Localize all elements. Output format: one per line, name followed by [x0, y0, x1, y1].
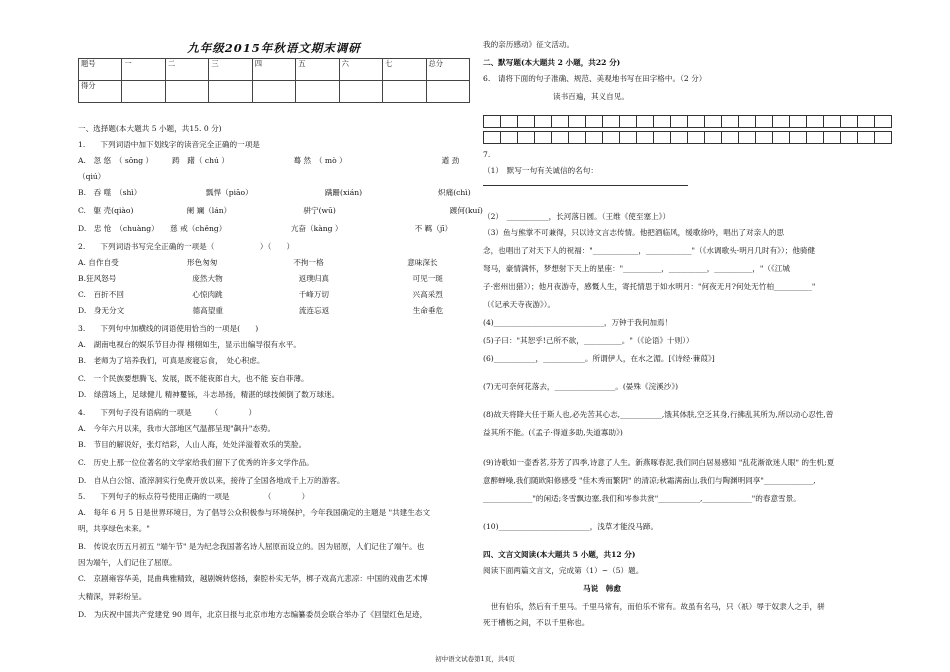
score-cell: [209, 81, 252, 103]
score-cell: 五: [296, 59, 339, 81]
grid-box: [501, 116, 518, 128]
question-line: (6)___________，___________。所谓伊人，在水之湄。[《诗经·蒹葭》]: [483, 354, 715, 363]
question-line: 1. 下列词语中加下划线字的读音完全正确的一项是: [78, 140, 260, 149]
question-line: 二、默写题(本大题共 2 小题，共22 分): [483, 58, 621, 67]
question-line: C. 历史上那一位位著名的文学家给我们留下了优秀的许多文学作品。: [78, 458, 314, 467]
grid-box: [586, 132, 603, 144]
grid-box: [688, 116, 705, 128]
question-line: (9)诗歌如一壶香茗,芬芳了四季,诗意了人生。新燕啄春泥,我们同白居易感知 "乱花渐欲迷人眼" 的生机;夏: [483, 458, 835, 467]
question-line: D. 身无分文 德高望重 流连忘返 生命垂危: [78, 306, 444, 315]
question-line: D. 自从白公馆、渣滓洞实行免费开放以来，接待了全国各地成千上万的游客。: [78, 476, 345, 485]
question-line: D. 绿茵场上，足球健儿 精神矍铄，斗志昂扬，精湛的球技倾倒了数万球迷。: [78, 390, 340, 399]
question-line: B.狂风怒号 庞然大物 返璞归真 可见一斑: [78, 274, 443, 283]
grid-box: [586, 116, 603, 128]
question-line: C. 躯 壳(qiào) 阑 斓（lán） 骈宁(wū) 踱何(kuí): [78, 206, 483, 215]
page-title: 九年级2015年秋语文期末调研: [187, 41, 361, 55]
grid-box: [790, 116, 807, 128]
score-cell: [165, 81, 208, 103]
question-line: 子·密州出猎》）；他月夜游寺，感慨人生，寄托情思于如水明月："何夜无月?何处无竹柏__________": [483, 282, 816, 291]
question-line: 益其所不能。(《孟子·得道多助,失道寡助》): [483, 428, 623, 437]
question-line: 阅读下面两篇文言文，完成第（1）~（5）题。: [483, 566, 644, 575]
score-cell: 得分: [79, 81, 122, 103]
grid-box: [620, 132, 637, 144]
grid-box: [722, 132, 739, 144]
question-line: （3）鱼与熊掌不可兼得，只以诗文言志传情。他把酒临风，缓歌徐吟，唱出了对亲人的思: [483, 228, 784, 237]
grid-box: [569, 116, 586, 128]
writing-grid: [483, 115, 892, 144]
grid-box: [841, 116, 858, 128]
grid-box: [620, 116, 637, 128]
question-line: 一、选择题(本大题共 5 小题，共15. 0 分): [78, 124, 222, 133]
question-line: (4)_____________________________，万钟于我何加焉！: [483, 318, 673, 327]
question-line: 读书百遍，其义自见。: [553, 92, 629, 101]
question-line: 死于槽枥之间，不以千里称也。: [483, 618, 590, 627]
grid-box: [722, 116, 739, 128]
grid-box: [552, 116, 569, 128]
question-line: _____________"的闲适;冬雪飘边塞,我们和岑参共赏"___________,_____________"的春意雪景。: [483, 494, 801, 503]
grid-box: [535, 116, 552, 128]
score-cell: 四: [252, 59, 295, 81]
question-line: 4. 下列句子没有语病的一项是 （ ）: [78, 408, 257, 417]
grid-box: [705, 116, 722, 128]
grid-box: [790, 132, 807, 144]
grid-box: [518, 116, 535, 128]
score-table: [78, 58, 470, 103]
question-line: B. 节目的解说好，张灯结彩，人山人海，处处洋溢着欢乐的笑脸。: [78, 440, 307, 449]
question-line: (7)无可奈何花落去，________________。(晏殊《浣溪沙》): [483, 382, 679, 391]
grid-box: [654, 116, 671, 128]
score-cell: 六: [339, 59, 382, 81]
grid-box: [671, 116, 688, 128]
question-line: （2） ___________，长河落日圆。（王维《使至塞上》）: [483, 212, 671, 221]
question-line: B. 老师为了培养我们，可真是废寝忘食， 处心积虑。: [78, 356, 265, 365]
grid-box: [875, 132, 892, 144]
grid-box: [552, 132, 569, 144]
question-line: 7.: [483, 150, 491, 159]
grid-box: [603, 132, 620, 144]
grid-box: [705, 132, 722, 144]
question-line: A. 每年 6 月 5 日是世界环境日，为了倡导公众积极参与环境保护，今年我国确定的主题是 "共建生态文: [78, 508, 431, 517]
grid-box: [875, 116, 892, 128]
question-line: A. 今年六月以来，我市大部地区气温都呈现"飙升"态势。: [78, 424, 276, 433]
score-cell: 三: [209, 59, 252, 81]
score-cell: [122, 81, 165, 103]
question-line: （qiú）: [78, 172, 106, 181]
question-line: 四、文言文阅读(本大题共 5 小题，共12 分): [483, 550, 636, 559]
grid-box: [858, 116, 875, 128]
question-line: （1） 默写一句有关诚信的名句：: [483, 166, 598, 175]
grid-box: [773, 132, 790, 144]
question-line: (10)________________________，浅草才能没马蹄。: [483, 522, 659, 531]
grid-box: [484, 132, 501, 144]
question-line: (5)子曰："其恕乎!己所不欲，__________。"（《论语》十则））: [483, 336, 694, 345]
question-line: 我的亲历感动》征文活动。: [483, 40, 575, 49]
question-line: D. 为庆祝中国共产党建党 90 周年，北京日报与北京市地方志编纂委员会联合举办了《回望红色足迹，: [78, 610, 428, 619]
grid-box: [807, 132, 824, 144]
question-line: B. 传说农历五月初五 "端午节" 是为纪念我国著名诗人屈原而设立的。因为屈原，人们记住了端午。也: [78, 542, 425, 551]
grid-row: [484, 116, 892, 128]
grid-box: [501, 132, 518, 144]
score-header-row: [79, 59, 470, 81]
question-line: 弩马，豪情满怀，梦想射下天上的星座："__________，__________，__________，"（《江城: [483, 264, 790, 273]
question-line: （《记承天寺夜游》）。: [483, 300, 556, 309]
score-cell: 一: [122, 59, 165, 81]
score-cell: 二: [165, 59, 208, 81]
question-line: 5. 下列句子的标点符号使用正确的一项是 （ ）: [78, 492, 310, 501]
grid-box: [739, 116, 756, 128]
grid-box: [535, 132, 552, 144]
grid-box: [739, 132, 756, 144]
question-line: 意醉蝉噪,我们随欧阳修感受 "佳木秀而繁阴" 的清凉;秋霜满南山,我们与陶渊明同享"_____________,: [483, 476, 816, 485]
grid-box: [671, 132, 688, 144]
score-cell: 总分: [426, 59, 470, 81]
grid-box: [773, 116, 790, 128]
question-line: (8)故天将降大任于斯人也,必先苦其心志,___________,饿其体肤,空乏其身,行拂乱其所为,所以动心忍性,曾: [483, 410, 834, 419]
grid-box: [637, 132, 654, 144]
grid-box: [603, 116, 620, 128]
grid-box: [688, 132, 705, 144]
score-cell: [339, 81, 382, 103]
grid-box: [824, 132, 841, 144]
question-line: D. 忠 怆 （chuàng） 慈 戒（chěng） 亢奋（kàng ） 不 羁（jī）: [78, 224, 453, 233]
score-cell: 题号: [79, 59, 122, 81]
grid-box: [858, 132, 875, 144]
grid-box: [841, 132, 858, 144]
score-cell: [426, 81, 470, 103]
grid-box: [484, 116, 501, 128]
score-cell: 七: [383, 59, 426, 81]
question-line: A. 湖南电视台的娱乐节目办得 栩栩如生，显示出编导很有水平。: [78, 340, 301, 349]
grid-row: [484, 132, 892, 144]
question-line: 世有伯乐，然后有千里马。千里马常有，而伯乐不常有。故虽有名马，只（祇）辱于奴隶人之手，骈: [483, 602, 825, 611]
grid-box: [756, 132, 773, 144]
question-line: B. 吞 噬 （shì） 瓢悍（piāo） 蹒跚(xián) 炽痛(chì): [78, 188, 471, 197]
question-line: C. 京剧雍容华美，昆曲典雅精致，越剧婉转悠扬，秦腔朴实无华，梆子戏高亢悲凉：中国的戏曲艺术博: [78, 574, 428, 583]
question-line: A. 自作自受 形色匆匆 不拘一格 意味深长: [78, 258, 438, 267]
question-line: 大精深，异彩纷呈。: [78, 592, 147, 601]
question-line: 念，也唱出了对天下人的祝福："____________，____________"（《水调歌头·明月几时有》）；他骑健: [483, 246, 816, 255]
grid-box: [824, 116, 841, 128]
question-line: 马说 韩愈: [583, 584, 621, 593]
grid-box: [518, 132, 535, 144]
question-line: 因为端午，人们记住了屈原。: [78, 558, 177, 567]
question-line: 明，共享绿色未来。": [78, 524, 150, 533]
question-line: C. 百折不回 心惊肉跳 千峰万切 兴高采烈: [78, 290, 443, 299]
grid-box: [569, 132, 586, 144]
question-line: 6. 请将下面的句子准确、规范、美观地书写在田字格中。（2 分）: [483, 74, 707, 83]
grid-box: [807, 116, 824, 128]
grid-box: [756, 116, 773, 128]
score-value-row: [79, 81, 470, 103]
score-cell: [296, 81, 339, 103]
grid-box: [637, 116, 654, 128]
question-line: 2. 下列词语书写完全正确的一项是（ ）（ ）: [78, 242, 295, 251]
question-line: C. 一个民族要想腾飞、发展，既不能夜郎自大，也不能 妄自菲薄。: [78, 374, 309, 383]
question-line: A. 忽 悠 （ sōng ） 踌 躇（ chú ） 蓦 然 （ mò ） 遒 劲: [78, 156, 460, 165]
score-cell: [383, 81, 426, 103]
question-line: 3. 下列句中加横线的词语使用恰当的一项是( ): [78, 324, 259, 333]
answer-line: [483, 185, 688, 186]
score-cell: [252, 81, 295, 103]
grid-box: [654, 132, 671, 144]
page-footer: 初中语文试卷第1页，共4页: [435, 655, 515, 663]
